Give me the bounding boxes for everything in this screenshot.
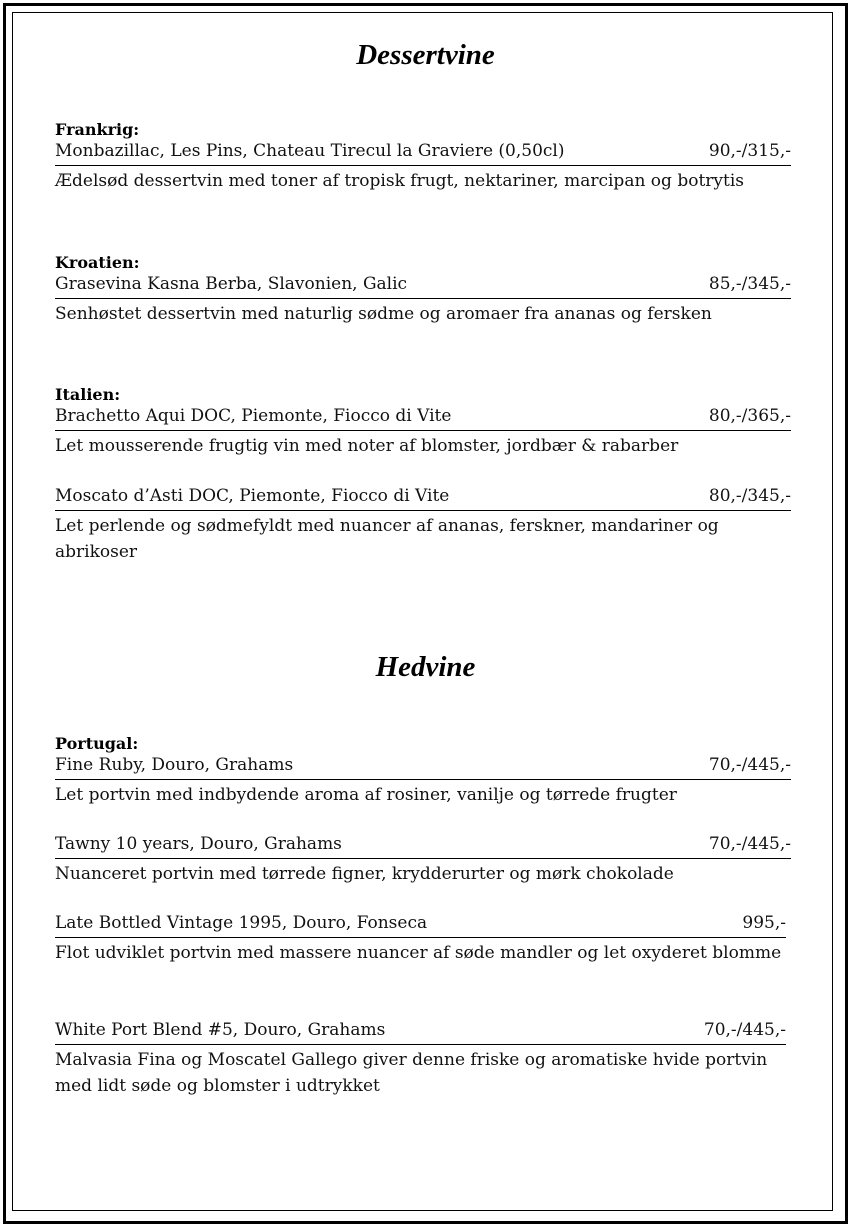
wine-name-price-line [55, 276, 791, 299]
wine-price: 995,- [742, 913, 786, 933]
wine-name-price-line [55, 836, 791, 859]
wine-name: Tawny 10 years, Douro, Grahams [55, 834, 342, 854]
wine-description: Senhøstet dessertvin med naturlig sødme og aromaer fra ananas og fersken [55, 304, 712, 324]
wine-description: Flot udviklet portvin med massere nuancer af søde mandler og let oxyderet blomme [55, 943, 782, 963]
wine-item [55, 1022, 786, 1099]
section-title-hedvine: Hedvine [375, 651, 476, 683]
country-heading-kroatien: Kroatien: [55, 253, 140, 272]
wine-name: Brachetto Aqui DOC, Piemonte, Fiocco di Vite [55, 406, 452, 426]
wine-description: Nuanceret portvin med tørrede figner, krydderurter og mørk chokolade [55, 864, 674, 884]
wine-name: Grasevina Kasna Berba, Slavonien, Galic [55, 274, 408, 294]
wine-name-price-line [55, 915, 786, 938]
country-heading-frankrig: Frankrig: [55, 120, 140, 139]
wine-name: White Port Blend #5, Douro, Grahams [55, 1020, 386, 1040]
wine-item [55, 276, 791, 327]
wine-name: Monbazillac, Les Pins, Chateau Tirecul la Graviere (0,50cl) [55, 141, 565, 161]
section-title-dessertvine: Dessertvine [356, 39, 495, 71]
wine-name-price-line [55, 757, 791, 780]
wine-price: 85,-/345,- [708, 274, 791, 294]
wine-price: 70,-/445,- [708, 834, 791, 854]
wine-item [55, 836, 791, 887]
country-heading-portugal: Portugal: [55, 734, 139, 753]
wine-price: 90,-/315,- [708, 141, 791, 161]
wine-price: 70,-/445,- [703, 1020, 786, 1040]
wine-price: 70,-/445,- [708, 755, 791, 775]
country-heading-italien: Italien: [55, 385, 121, 404]
wine-item [55, 143, 791, 194]
wine-price: 80,-/345,- [708, 486, 791, 506]
wine-item [55, 915, 786, 966]
wine-name: Late Bottled Vintage 1995, Douro, Fonseca [55, 913, 428, 933]
wine-name-price-line [55, 1022, 786, 1045]
wine-price: 80,-/365,- [708, 406, 791, 426]
wine-name-price-line [55, 488, 791, 511]
wine-item [55, 488, 791, 565]
wine-name: Fine Ruby, Douro, Grahams [55, 755, 294, 775]
wine-item [55, 757, 791, 808]
wine-description: Let mousserende frugtig vin med noter af blomster, jordbær & rabarber [55, 436, 679, 456]
wine-description: Let perlende og sødmefyldt med nuancer af ananas, ferskner, mandariner og abrikoser [55, 516, 719, 562]
wine-description: Let portvin med indbydende aroma af rosiner, vanilje og tørrede frugter [55, 785, 677, 805]
wine-description: Malvasia Fina og Moscatel Gallego giver denne friske og aromatiske hvide portvin med lidt søde og blomster i udtrykket [55, 1050, 768, 1096]
wine-name-price-line [55, 408, 791, 431]
wine-item [55, 408, 791, 459]
wine-name-price-line [55, 143, 791, 166]
wine-description: Ædelsød dessertvin med toner af tropisk frugt, nektariner, marcipan og botrytis [55, 171, 744, 191]
wine-name: Moscato d’Asti DOC, Piemonte, Fiocco di Vite [55, 486, 450, 506]
